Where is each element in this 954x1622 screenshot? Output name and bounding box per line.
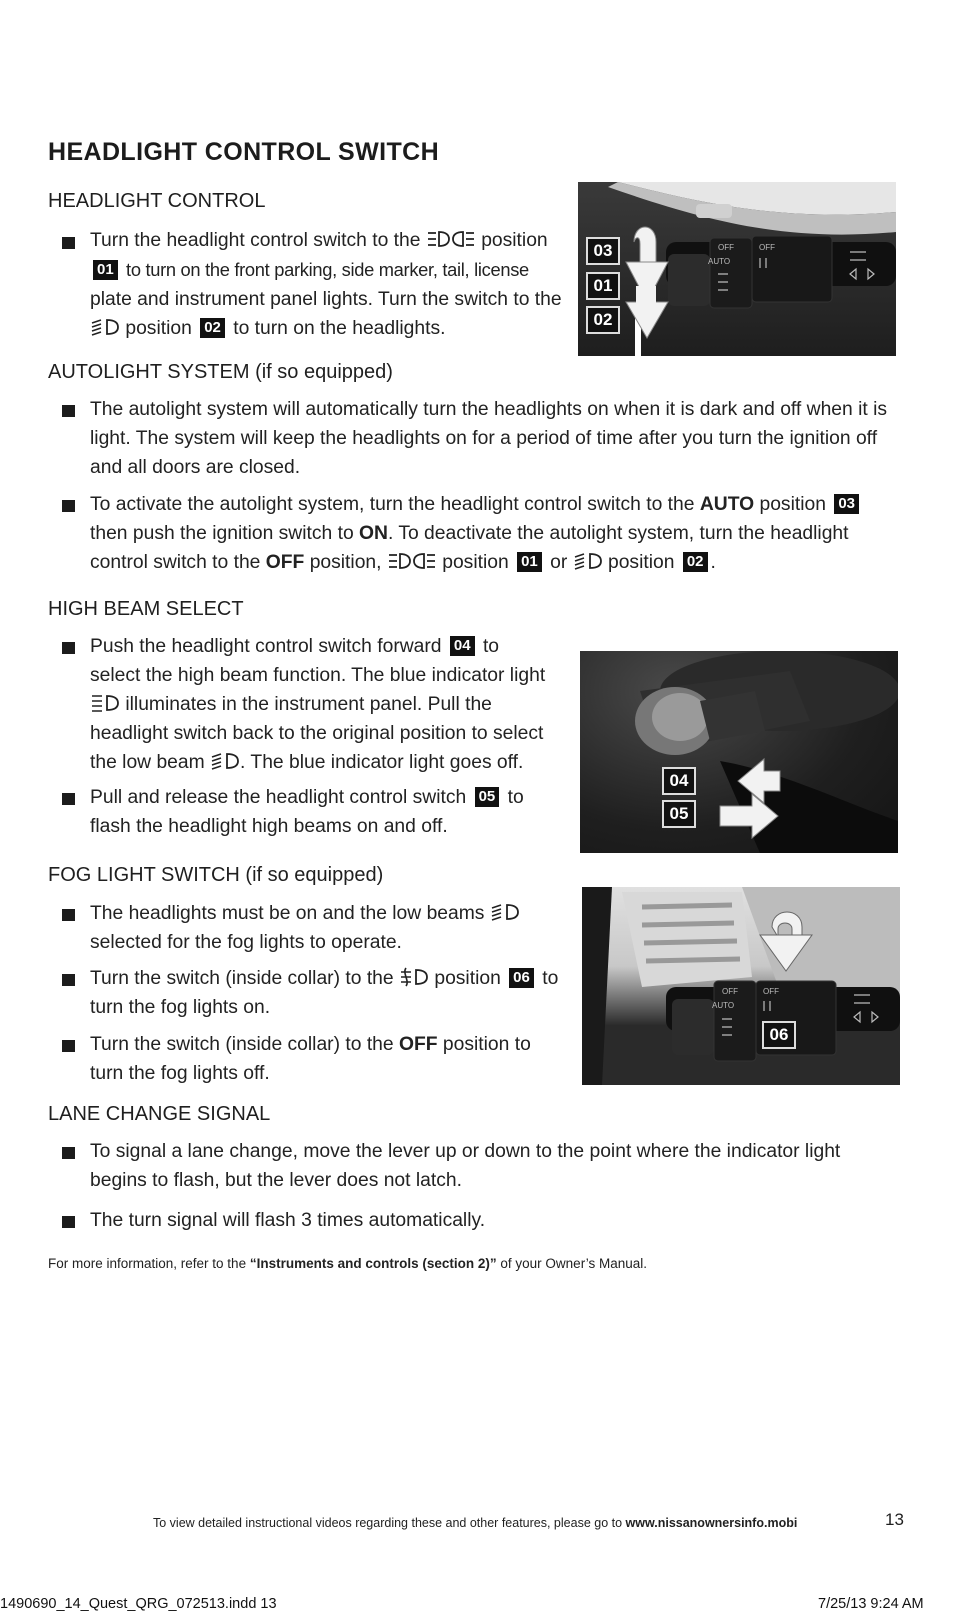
text-span: . The blue indicator light goes off.: [240, 752, 524, 773]
lane-change-text-1: [90, 1137, 910, 1195]
text-span: to turn on the headlights.: [233, 318, 446, 339]
text-line: [90, 964, 570, 993]
text-span: to: [542, 968, 559, 989]
low-beam-icon: [90, 317, 120, 337]
low-beam-icon: [573, 551, 603, 571]
bullet-icon: [62, 237, 75, 249]
footer-url[interactable]: www.nissanownersinfo.mobi: [625, 1516, 798, 1530]
slug-filename: 1490690_14_Quest_QRG_072513.indd 13: [0, 1596, 277, 1612]
text-line: selected for the fog lights to operate.: [90, 932, 402, 953]
text-span: of your Owner’s Manual.: [500, 1256, 647, 1271]
text-line: begins to flash, but the lever does not latch.: [90, 1170, 462, 1191]
headlight-switch-photo: [578, 182, 896, 356]
text-span: Push the headlight control switch forward: [90, 636, 442, 657]
lane-change-heading: LANE CHANGE SIGNAL: [48, 1103, 271, 1125]
switch-auto-label: AUTO: [712, 1001, 735, 1010]
text-span: To view detailed instructional videos regarding these and other features, please go to: [153, 1516, 623, 1530]
switch-off-label: OFF: [722, 987, 738, 996]
footer-note: [153, 1516, 797, 1530]
parking-lights-icon: [426, 229, 476, 249]
bullet-icon: [62, 974, 75, 986]
text-span: position: [442, 552, 509, 573]
bullet-icon: [62, 1216, 75, 1228]
text-line: The autolight system will automatically turn the headlights on when it is dark and off when it is: [90, 399, 888, 420]
photo-badge-03: 03: [586, 237, 620, 265]
text-line: [90, 899, 570, 928]
text-span: to turn on the front parking, side marker, tail, license: [126, 259, 529, 280]
text-line: [90, 519, 910, 548]
text-line: [90, 1030, 570, 1059]
text-line: plate and instrument panel lights. Turn the switch to the: [90, 289, 562, 310]
switch-off-label: OFF: [718, 243, 734, 252]
text-line: [90, 748, 560, 777]
text-line: turn the fog lights off.: [90, 1063, 270, 1084]
high-beam-heading: HIGH BEAM SELECT: [48, 598, 244, 620]
text-line: light. The system will keep the headlights on for a period of time after you turn the ignition off: [90, 428, 878, 449]
more-info-note: [48, 1256, 647, 1271]
badge-05: 05: [475, 787, 500, 807]
fog-heading: FOG LIGHT SWITCH (if so equipped): [48, 864, 384, 886]
off-label: OFF: [398, 1034, 438, 1055]
autolight-text-1: [90, 395, 910, 482]
photo-badge-01: 01: [586, 272, 620, 300]
bullet-icon: [62, 909, 75, 921]
high-beam-photo: [580, 651, 898, 853]
fog-light-icon: [399, 967, 429, 987]
switch-off-label: OFF: [759, 243, 775, 252]
text-span: Turn the headlight control switch to the: [90, 230, 421, 251]
fog-switch-illustration: [582, 887, 900, 1085]
low-beam-icon: [210, 751, 240, 771]
text-span: Turn the switch (inside collar) to the: [90, 968, 394, 989]
text-line: headlight switch back to the original position to select: [90, 723, 544, 744]
badge-06: 06: [509, 968, 534, 988]
text-span: position: [607, 552, 675, 573]
headlight-control-text: [90, 226, 562, 343]
page-number: 13: [885, 1510, 904, 1529]
text-line: [90, 548, 910, 577]
text-span: the low beam: [90, 752, 205, 773]
text-span: For more information, refer to the: [48, 1256, 247, 1271]
bullet-icon: [62, 405, 75, 417]
text-span: .: [710, 552, 716, 573]
high-beam-text-1: [90, 632, 560, 777]
auto-label: AUTO: [699, 494, 755, 515]
off-label: OFF: [265, 552, 305, 573]
text-span: position,: [309, 552, 382, 573]
text-span: to: [482, 636, 500, 657]
text-span: control switch to the: [90, 552, 261, 573]
slug-date: 7/25/13 9:24 AM: [818, 1596, 924, 1612]
switch-off-label: OFF: [763, 987, 779, 996]
on-label: ON: [359, 523, 388, 544]
fog-text-2: [90, 964, 570, 1022]
badge-02: 02: [683, 552, 708, 572]
fog-text-1: [90, 899, 570, 957]
text-span: then push the ignition switch to: [90, 523, 354, 544]
badge-03: 03: [834, 494, 859, 514]
high-beam-illustration: [580, 651, 898, 853]
text-span: Turn the switch (inside collar) to the: [90, 1034, 394, 1055]
text-span: The headlights must be on and the low beams: [90, 903, 485, 924]
photo-badge-05: 05: [662, 800, 696, 828]
text-span: “Instruments and controls (section 2)”: [249, 1256, 497, 1271]
text-line: [90, 226, 562, 255]
text-span: illuminates in the instrument panel. Pull the: [125, 694, 492, 715]
text-span: position to: [442, 1034, 531, 1055]
parking-lights-icon: [387, 551, 437, 571]
badge-02: 02: [200, 318, 225, 338]
headlight-control-heading: HEADLIGHT CONTROL: [48, 190, 266, 212]
text-span: to: [507, 787, 524, 808]
text-span: . To deactivate the autolight system, turn the headlight: [387, 523, 849, 544]
text-line: [90, 255, 562, 285]
text-line: flash the headlight high beams on and off.: [90, 816, 448, 837]
text-span: position: [434, 968, 501, 989]
text-span: Pull and release the headlight control switch: [90, 787, 467, 808]
fog-switch-photo: [582, 887, 900, 1085]
text-line: The turn signal will flash 3 times automatically.: [90, 1210, 486, 1231]
bullet-icon: [62, 500, 75, 512]
text-span: position: [481, 230, 548, 251]
fog-text-3: [90, 1030, 570, 1088]
text-span: or: [550, 552, 568, 573]
autolight-heading: AUTOLIGHT SYSTEM (if so equipped): [48, 361, 393, 383]
text-line: [90, 314, 562, 343]
text-line: [90, 490, 910, 519]
badge-04: 04: [450, 636, 475, 656]
text-line: turn the fog lights on.: [90, 997, 271, 1018]
text-line: To signal a lane change, move the lever up or down to the point where the indicator light: [90, 1141, 841, 1162]
text-line: select the high beam function. The blue indicator light: [90, 665, 546, 686]
text-line: [90, 783, 560, 812]
text-span: To activate the autolight system, turn the headlight control switch to the: [90, 494, 695, 515]
bullet-icon: [62, 642, 75, 654]
photo-badge-06: 06: [762, 1021, 796, 1049]
photo-badge-04: 04: [662, 767, 696, 795]
text-line: and all doors are closed.: [90, 457, 301, 478]
badge-01: 01: [93, 260, 118, 280]
bullet-icon: [62, 1040, 75, 1052]
high-beam-icon: [90, 693, 120, 713]
text-line: [90, 632, 560, 661]
photo-badge-02: 02: [586, 306, 620, 334]
text-span: position: [125, 318, 192, 339]
high-beam-text-2: [90, 783, 560, 841]
autolight-text-2: [90, 490, 910, 577]
text-line: [90, 690, 560, 719]
low-beam-icon: [490, 902, 520, 922]
bullet-icon: [62, 793, 75, 805]
bullet-icon: [62, 1147, 75, 1159]
headlight-switch-illustration: [578, 182, 896, 356]
page-title: HEADLIGHT CONTROL SWITCH: [48, 138, 440, 166]
lane-change-text-2: [90, 1206, 910, 1235]
badge-01: 01: [517, 552, 542, 572]
switch-auto-label: AUTO: [708, 257, 731, 266]
text-span: position: [759, 494, 826, 515]
